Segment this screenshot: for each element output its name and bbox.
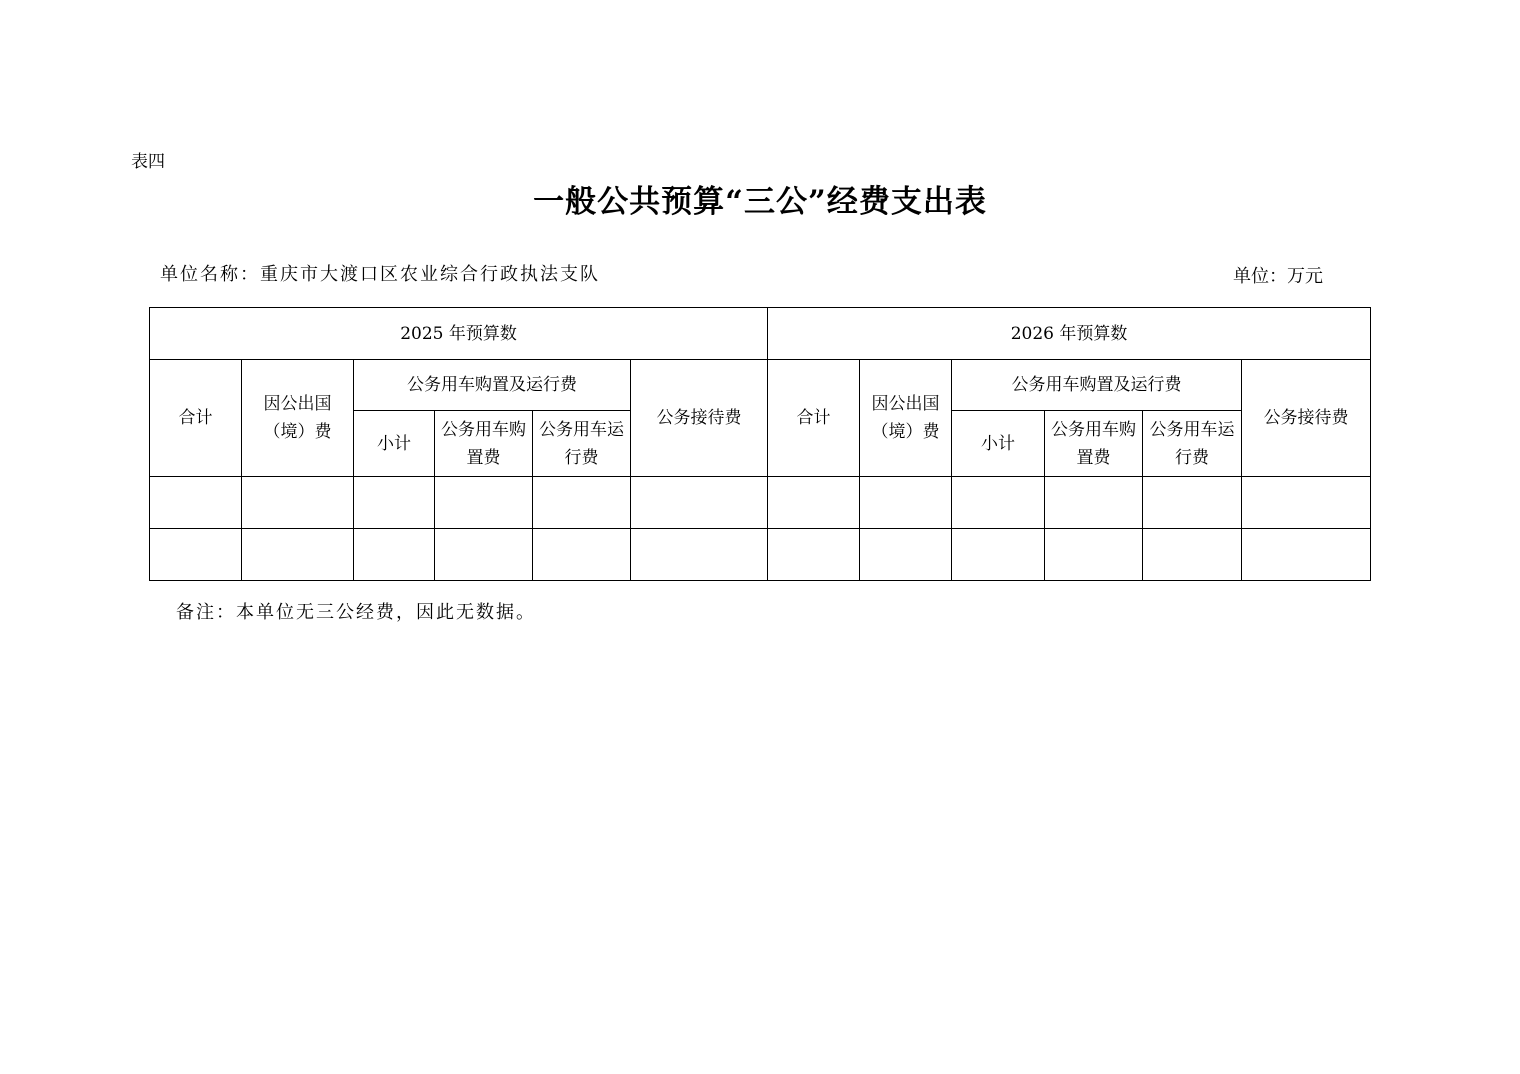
header-2026-overseas: 因公出国（境）费	[860, 360, 952, 477]
year-header-row	[150, 308, 1371, 360]
footnote: 备注：本单位无三公经费，因此无数据。	[176, 602, 536, 623]
unit-name: 单位名称：重庆市大渡口区农业综合行政执法支队	[160, 264, 600, 285]
header-2025-total: 合计	[150, 360, 242, 477]
header-2025-subtotal: 小计	[354, 411, 435, 477]
table-cell	[533, 529, 631, 581]
table-cell	[533, 477, 631, 529]
table-cell	[1242, 529, 1371, 581]
table-cell	[242, 477, 354, 529]
table-cell	[354, 529, 435, 581]
table-row	[150, 529, 1371, 581]
table-cell	[150, 477, 242, 529]
header-2025-vehicle-operation: 公务用车运行费	[533, 411, 631, 477]
budget-table	[149, 307, 1371, 581]
table-cell	[354, 477, 435, 529]
table-cell	[1045, 477, 1143, 529]
header-2026-total: 合计	[768, 360, 860, 477]
table-cell	[1242, 477, 1371, 529]
table-cell	[631, 477, 768, 529]
header-2026: 2026 年预算数	[768, 308, 1371, 360]
column-header-row	[150, 360, 1371, 411]
header-2026-vehicle-purchase: 公务用车购置费	[1045, 411, 1143, 477]
page-title: 一般公共预算“三公”经费支出表	[533, 184, 987, 220]
table-cell	[1045, 529, 1143, 581]
table-cell	[860, 529, 952, 581]
header-2026-vehicle-operation: 公务用车运行费	[1143, 411, 1242, 477]
table-cell	[768, 477, 860, 529]
header-2026-reception: 公务接待费	[1242, 360, 1371, 477]
header-2025-vehicle-purchase: 公务用车购置费	[435, 411, 533, 477]
table-cell	[435, 529, 533, 581]
header-2025-reception: 公务接待费	[631, 360, 768, 477]
header-2025-vehicle-group: 公务用车购置及运行费	[354, 360, 631, 411]
header-2025: 2025 年预算数	[150, 308, 768, 360]
table-cell	[952, 529, 1045, 581]
header-2026-vehicle-group: 公务用车购置及运行费	[952, 360, 1242, 411]
table-cell	[150, 529, 242, 581]
table-cell	[435, 477, 533, 529]
unit-currency: 单位：万元	[1233, 266, 1323, 287]
table-cell	[768, 529, 860, 581]
table-label: 表四	[131, 152, 165, 172]
header-2025-overseas: 因公出国（境）费	[242, 360, 354, 477]
table-cell	[631, 529, 768, 581]
table-cell	[1143, 529, 1242, 581]
table-cell	[242, 529, 354, 581]
table-cell	[860, 477, 952, 529]
table-cell	[952, 477, 1045, 529]
header-2026-subtotal: 小计	[952, 411, 1045, 477]
table-cell	[1143, 477, 1242, 529]
table-row	[150, 477, 1371, 529]
